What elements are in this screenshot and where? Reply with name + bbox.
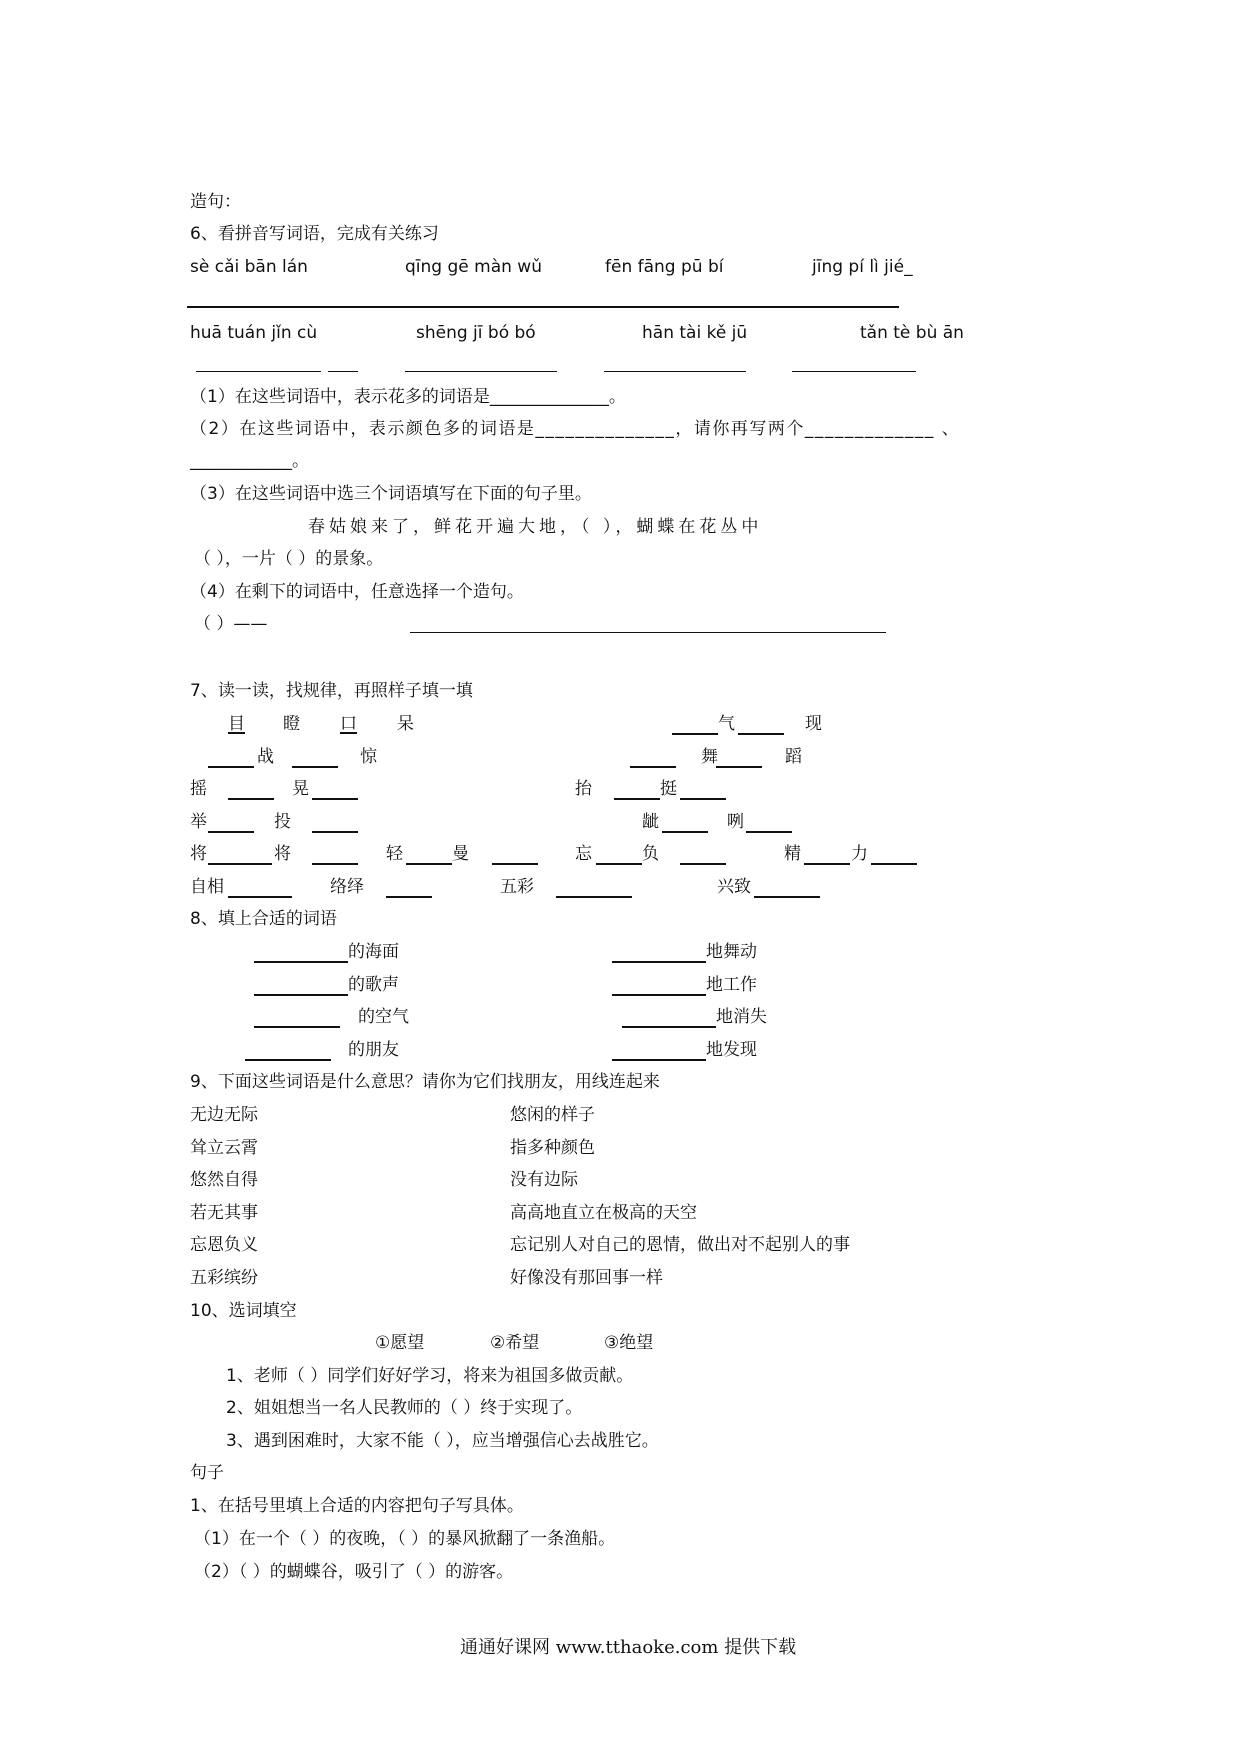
q6-sentence-line[interactable] bbox=[410, 632, 886, 633]
q9-meaning[interactable]: 好像没有那回事一样 bbox=[510, 1268, 663, 1288]
q7-char: 络绎 bbox=[330, 877, 364, 897]
q8-phrase: 地发现 bbox=[706, 1040, 757, 1060]
q8-phrase: 地舞动 bbox=[706, 942, 757, 962]
q8-blank[interactable] bbox=[254, 1026, 340, 1028]
q7-blank[interactable] bbox=[746, 831, 792, 833]
q8-phrase: 的朋友 bbox=[348, 1040, 399, 1060]
q7-blank[interactable] bbox=[292, 766, 338, 768]
q7-char: 挺 bbox=[660, 779, 677, 799]
q7-blank[interactable] bbox=[492, 863, 538, 865]
q7-char: 战 bbox=[257, 747, 274, 767]
q8-blank[interactable] bbox=[612, 1059, 706, 1061]
q9-meaning[interactable]: 没有边际 bbox=[510, 1170, 578, 1190]
q10-option-3: ③绝望 bbox=[604, 1333, 654, 1353]
q8-title: 8、填上合适的词语 bbox=[190, 909, 337, 929]
q7-char: 蹈 bbox=[785, 747, 802, 767]
q9-word[interactable]: 若无其事 bbox=[190, 1203, 258, 1223]
q7-char: 咧 bbox=[727, 812, 744, 832]
q9-title: 9、下面这些词语是什么意思？请你为它们找朋友，用线连起来 bbox=[190, 1072, 660, 1092]
q7-blank[interactable] bbox=[228, 896, 292, 898]
q7-char: 力 bbox=[851, 844, 868, 864]
sentences-title: 句子 bbox=[190, 1463, 224, 1483]
q8-phrase: 地工作 bbox=[706, 975, 757, 995]
q7-blank[interactable] bbox=[386, 896, 432, 898]
q6-sub-3a: 春姑娘来了，鲜花开遍大地，（ ），蝴蝶在花丛中 bbox=[308, 517, 763, 537]
page-footer: 通通好课网 www.tthaoke.com 提供下载 bbox=[460, 1637, 797, 1658]
q7-char: 自相 bbox=[190, 877, 224, 897]
q10-option-2: ②希望 bbox=[490, 1333, 540, 1353]
q6-pinyin-1: sè cǎi bān lán bbox=[190, 257, 308, 277]
q9-meaning[interactable]: 忘记别人对自己的恩情，做出对不起别人的事 bbox=[510, 1235, 850, 1255]
q8-phrase: 的歌声 bbox=[348, 975, 399, 995]
q7-char: 将 bbox=[274, 844, 291, 864]
q6-pinyin-4: jīng pí lì jié_ bbox=[812, 257, 913, 277]
q7-char: 五彩 bbox=[500, 877, 534, 897]
q7-char: 舞 bbox=[701, 747, 718, 767]
zaoju-label: 造句： bbox=[190, 192, 241, 212]
q7-blank[interactable] bbox=[596, 863, 642, 865]
sentences-q1-1: （1）在一个（ ）的夜晚，（ ）的暴风掀翻了一条渔船。 bbox=[194, 1529, 616, 1549]
q10-sentence-2: 2、姐姐想当一名人民教师的（ ）终于实现了。 bbox=[226, 1398, 583, 1418]
sentences-q1-2: （2）（ ）的蝴蝶谷，吸引了（ ）的游客。 bbox=[194, 1562, 514, 1582]
q7-char: 举 bbox=[190, 812, 207, 832]
q9-meaning[interactable]: 高高地直立在极高的天空 bbox=[510, 1203, 697, 1223]
q8-blank[interactable] bbox=[245, 1059, 331, 1061]
q10-title: 10、选词填空 bbox=[190, 1301, 297, 1321]
q7-blank[interactable] bbox=[406, 863, 452, 865]
q7-blank[interactable] bbox=[312, 798, 358, 800]
q8-blank[interactable] bbox=[612, 994, 706, 996]
q8-phrase: 地消失 bbox=[716, 1007, 767, 1027]
q7-blank[interactable] bbox=[662, 831, 708, 833]
q8-blank[interactable] bbox=[254, 961, 348, 963]
q6-pinyin-5: huā tuán jǐn cù bbox=[190, 323, 318, 343]
q7-blank[interactable] bbox=[754, 896, 820, 898]
q8-phrase: 的空气 bbox=[358, 1007, 409, 1027]
q7-example-1: 目 bbox=[228, 714, 245, 734]
q7-example-3: 口 bbox=[340, 714, 357, 734]
q6-title: 6、看拼音写词语，完成有关练习 bbox=[190, 224, 439, 244]
q7-char: 抬 bbox=[575, 779, 592, 799]
q7-blank[interactable] bbox=[680, 798, 726, 800]
q7-char: 轻 bbox=[386, 844, 403, 864]
q7-blank[interactable] bbox=[208, 863, 272, 865]
q6-pinyin-6: shēng jī bó bó bbox=[416, 323, 536, 343]
q7-blank[interactable] bbox=[614, 798, 660, 800]
q7-char: 现 bbox=[805, 714, 822, 734]
q7-blank[interactable] bbox=[228, 798, 274, 800]
q6-pinyin-2: qīng gē màn wǔ bbox=[405, 257, 542, 277]
q7-blank[interactable] bbox=[630, 766, 676, 768]
q8-blank[interactable] bbox=[612, 961, 706, 963]
q6-sub-3b: （ ），一片（ ）的景象。 bbox=[194, 549, 384, 569]
q7-blank[interactable] bbox=[556, 896, 632, 898]
q6-sub-4a: （ ）—— bbox=[194, 614, 268, 634]
q6-pinyin-7: hān tài kě jū bbox=[642, 323, 748, 343]
q7-example-2: 瞪 bbox=[283, 714, 300, 734]
q7-blank[interactable] bbox=[208, 766, 254, 768]
q6-blank-7[interactable] bbox=[604, 371, 746, 372]
q6-sub-2a: （2）在这些词语中，表示颜色多的词语是______________，请你再写两个_____________ 、 bbox=[190, 419, 961, 439]
q7-char: 忘 bbox=[575, 844, 592, 864]
q9-meaning[interactable]: 指多种颜色 bbox=[510, 1138, 595, 1158]
q6-sub-4: （4）在剩下的词语中，任意选择一个造句。 bbox=[190, 582, 524, 602]
q7-char: 精 bbox=[784, 844, 801, 864]
q8-phrase: 的海面 bbox=[348, 942, 399, 962]
q6-sub-1: （1）在这些词语中，表示花多的词语是______________。 bbox=[190, 387, 626, 407]
q7-blank[interactable] bbox=[871, 863, 917, 865]
q8-blank[interactable] bbox=[622, 1026, 716, 1028]
q7-char: 摇 bbox=[190, 779, 207, 799]
q9-word[interactable]: 忘恩负义 bbox=[190, 1235, 258, 1255]
q6-blank-5b[interactable] bbox=[328, 371, 358, 372]
q6-sub-2b: ____________。 bbox=[190, 451, 309, 471]
q7-char: 晃 bbox=[292, 779, 309, 799]
q7-char: 龇 bbox=[642, 812, 659, 832]
sentences-q1: 1、在括号里填上合适的内容把句子写具体。 bbox=[190, 1496, 524, 1516]
q7-blank[interactable] bbox=[312, 831, 358, 833]
q6-pinyin-8: tǎn tè bù ān bbox=[860, 323, 964, 343]
q9-word[interactable]: 五彩缤纷 bbox=[190, 1268, 258, 1288]
q7-char: 将 bbox=[190, 844, 207, 864]
q7-blank[interactable] bbox=[716, 766, 762, 768]
q7-char: 气 bbox=[718, 714, 735, 734]
q6-blank-5[interactable] bbox=[196, 371, 321, 372]
q9-word[interactable]: 无边无际 bbox=[190, 1105, 258, 1125]
q7-blank[interactable] bbox=[672, 733, 718, 735]
q7-char: 投 bbox=[274, 812, 291, 832]
q7-blank[interactable] bbox=[208, 831, 254, 833]
q9-word[interactable]: 悠然自得 bbox=[190, 1170, 258, 1190]
q7-blank[interactable] bbox=[680, 863, 726, 865]
q6-pinyin-3: fēn fāng pū bí bbox=[605, 257, 724, 277]
q7-example-4: 呆 bbox=[397, 714, 414, 734]
q7-title: 7、读一读，找规律，再照样子填一填 bbox=[190, 681, 473, 701]
q10-sentence-3: 3、遇到困难时，大家不能（ ），应当增强信心去战胜它。 bbox=[226, 1431, 659, 1451]
q8-blank[interactable] bbox=[254, 994, 348, 996]
q9-word[interactable]: 耸立云霄 bbox=[190, 1138, 258, 1158]
q7-blank[interactable] bbox=[804, 863, 850, 865]
q6-answer-line-1[interactable] bbox=[187, 306, 899, 308]
q10-sentence-1: 1、老师（ ）同学们好好学习，将来为祖国多做贡献。 bbox=[226, 1366, 634, 1386]
q10-option-1: ①愿望 bbox=[375, 1333, 425, 1353]
q7-blank[interactable] bbox=[738, 733, 784, 735]
q9-meaning[interactable]: 悠闲的样子 bbox=[510, 1105, 595, 1125]
q7-char: 曼 bbox=[452, 844, 469, 864]
q7-char: 负 bbox=[642, 844, 659, 864]
q6-sub-3: （3）在这些词语中选三个词语填写在下面的句子里。 bbox=[190, 484, 592, 504]
q7-blank[interactable] bbox=[312, 863, 358, 865]
q7-char: 兴致 bbox=[717, 877, 751, 897]
q6-blank-6[interactable] bbox=[405, 371, 557, 372]
q6-blank-8[interactable] bbox=[792, 371, 916, 372]
q7-char: 惊 bbox=[360, 747, 377, 767]
